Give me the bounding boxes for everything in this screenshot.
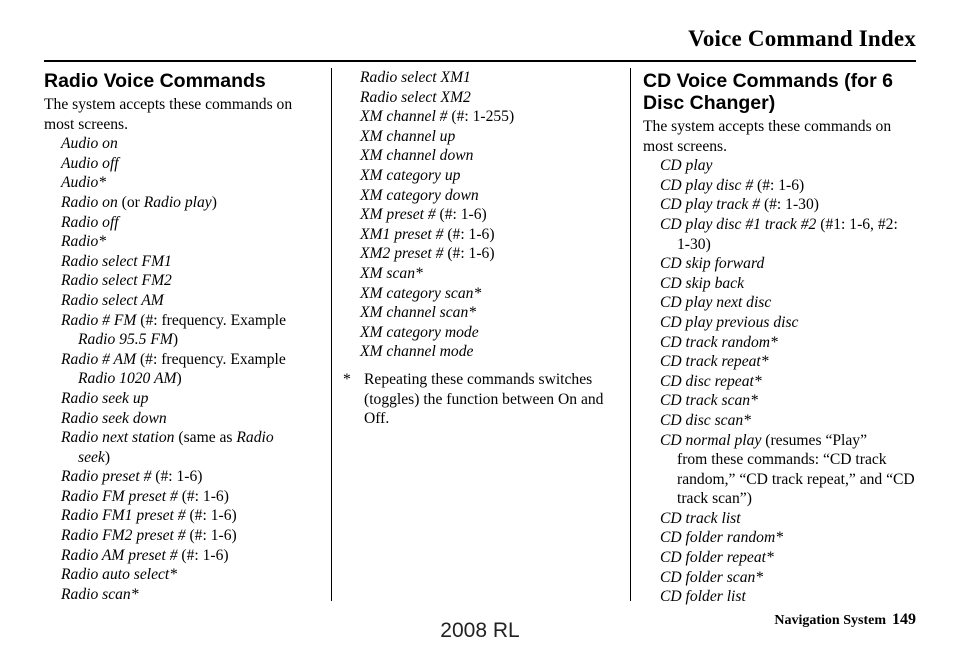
list-item	[61, 173, 320, 193]
command-text: CD normal play	[660, 431, 762, 449]
command-text: Radio 1020 AM	[78, 370, 177, 388]
command-text: XM channel mode	[360, 343, 474, 361]
command-text: Radio seek down	[61, 409, 167, 427]
list-item	[660, 313, 919, 333]
command-text: CD disc scan*	[660, 411, 751, 429]
page-title: Voice Command Index	[688, 26, 916, 51]
command-text: XM category mode	[360, 323, 479, 341]
list-item	[61, 291, 320, 311]
command-text: XM channel #	[360, 108, 448, 126]
command-text: XM2 preset #	[360, 245, 444, 263]
command-note: )	[176, 370, 182, 388]
list-item	[660, 254, 919, 274]
list-item	[61, 565, 320, 585]
list-item	[61, 193, 320, 213]
list-item	[660, 333, 919, 353]
command-text: Radio play	[143, 193, 212, 211]
list-item	[61, 585, 320, 605]
command-text: Radio*	[61, 233, 107, 251]
command-text: CD disc repeat*	[660, 372, 762, 390]
command-note: )	[104, 448, 111, 466]
command-continuation	[660, 450, 919, 509]
list-item	[660, 391, 919, 411]
command-text: CD skip forward	[660, 255, 765, 273]
command-text: Radio off	[61, 213, 119, 231]
command-note: (#: 1-6)	[177, 487, 229, 505]
command-continuation	[61, 369, 320, 389]
command-text: CD play	[660, 157, 713, 175]
command-text: Radio scan*	[61, 585, 139, 603]
command-note: (#: 1-30)	[760, 196, 819, 214]
command-text: Radio AM preset #	[61, 546, 178, 564]
command-note: )	[211, 193, 217, 211]
command-note: (#: 1-6)	[753, 176, 805, 194]
cd-intro: The system accepts these commands on most screens.	[643, 118, 892, 155]
command-text: CD track repeat*	[660, 353, 769, 371]
command-text: Radio 95.5 FM	[78, 331, 173, 349]
command-text: CD play disc #1 track #2	[660, 215, 817, 233]
list-item	[61, 154, 320, 174]
list-item	[360, 88, 621, 108]
list-item	[360, 342, 621, 362]
list-item	[61, 467, 320, 487]
command-text: CD play next disc	[660, 294, 772, 312]
xm-column	[343, 68, 621, 429]
list-item	[360, 107, 621, 127]
command-continuation	[660, 235, 919, 255]
list-item	[660, 195, 919, 215]
list-item	[61, 526, 320, 546]
command-text: XM channel down	[360, 147, 474, 165]
column-divider	[630, 68, 631, 601]
command-note: (resumes “Play”	[761, 431, 868, 449]
radio-section-title: Radio Voice Commands	[44, 70, 266, 92]
footnote	[343, 370, 621, 429]
command-text: CD track scan*	[660, 392, 758, 410]
list-item	[61, 134, 320, 154]
command-text: CD play disc #	[660, 176, 754, 194]
list-item	[360, 244, 621, 264]
list-item	[660, 156, 919, 176]
command-note: from these commands: “CD track random,” “CD track repeat,” and “CD track scan”)	[677, 451, 915, 508]
command-text: Radio # AM	[61, 350, 137, 368]
command-text: XM category up	[360, 166, 461, 184]
command-text: CD folder repeat*	[660, 549, 774, 567]
command-text: XM category down	[360, 186, 479, 204]
list-item	[660, 528, 919, 548]
command-text: Radio FM2 preset #	[61, 527, 186, 545]
footer-label: Navigation System	[774, 613, 886, 628]
command-text: CD folder random*	[660, 529, 784, 547]
command-note: (#: 1-6)	[177, 546, 229, 564]
command-text: CD track random*	[660, 333, 778, 351]
list-item	[360, 166, 621, 186]
command-text: XM channel up	[360, 127, 456, 145]
command-text: Radio preset #	[61, 468, 152, 486]
command-note: (#: 1-6)	[443, 225, 495, 243]
header-rule	[44, 60, 916, 62]
command-text: XM preset #	[360, 206, 436, 224]
radio-column	[44, 68, 320, 604]
xm-command-list	[343, 68, 621, 362]
list-item	[61, 271, 320, 291]
list-item	[360, 146, 621, 166]
list-item	[61, 428, 320, 467]
list-item	[61, 389, 320, 409]
command-note: (#: 1-6)	[185, 527, 237, 545]
command-note: (#: frequency. Example	[136, 350, 286, 368]
list-item	[61, 409, 320, 429]
command-text: CD skip back	[660, 274, 745, 292]
command-text: CD folder list	[660, 588, 746, 606]
command-text: XM channel scan*	[360, 304, 477, 322]
command-text: Radio select FM1	[61, 252, 172, 270]
command-note: (#: 1-255)	[447, 108, 515, 126]
command-text: CD folder scan*	[660, 568, 764, 586]
cd-column	[643, 68, 919, 607]
list-item	[660, 274, 919, 294]
watermark: 2008 RL	[440, 619, 520, 642]
command-text: Audio on	[61, 135, 118, 153]
command-text: XM scan*	[360, 264, 423, 282]
list-item	[660, 587, 919, 607]
list-item	[660, 431, 919, 509]
list-item	[360, 323, 621, 343]
list-item	[360, 284, 621, 304]
command-text: XM1 preset #	[360, 225, 444, 243]
list-item	[660, 548, 919, 568]
list-item	[61, 506, 320, 526]
list-item	[660, 352, 919, 372]
list-item	[61, 232, 320, 252]
list-item	[660, 215, 919, 254]
command-note: 1-30)	[677, 235, 711, 253]
command-text: Radio on	[61, 193, 118, 211]
cd-section-title: CD Voice Commands (for 6 Disc Changer)	[643, 70, 893, 114]
list-item	[61, 252, 320, 272]
list-item	[360, 303, 621, 323]
command-text: Radio select AM	[61, 291, 164, 309]
list-item	[660, 411, 919, 431]
command-continuation	[61, 448, 320, 468]
list-item	[61, 311, 320, 350]
command-text: Radio seek up	[61, 389, 149, 407]
command-text: Radio # FM	[61, 311, 137, 329]
command-note: (#: 1-6)	[151, 468, 203, 486]
footnote-star: *	[343, 370, 351, 388]
list-item	[660, 293, 919, 313]
list-item	[660, 568, 919, 588]
command-note: )	[172, 331, 179, 349]
command-note: (or	[117, 193, 144, 211]
command-text: CD track list	[660, 509, 741, 527]
command-note: (same as	[174, 429, 237, 447]
command-note: (#: 1-6)	[185, 507, 237, 525]
list-item	[61, 213, 320, 233]
command-text: CD play track #	[660, 196, 761, 214]
command-text: Radio select XM1	[360, 69, 471, 86]
command-text: XM category scan*	[360, 284, 482, 302]
list-item	[660, 372, 919, 392]
column-divider	[331, 68, 332, 601]
command-note: (#: frequency. Example	[136, 311, 287, 329]
command-text: seek	[78, 448, 105, 466]
command-note: (#1: 1-6, #2:	[816, 215, 898, 233]
command-text: Radio next station	[61, 429, 175, 447]
list-item	[360, 68, 621, 88]
command-text: CD play previous disc	[660, 313, 799, 331]
list-item	[360, 205, 621, 225]
list-item	[360, 186, 621, 206]
command-text: Radio select XM2	[360, 88, 471, 106]
command-note: (#: 1-6)	[435, 206, 487, 224]
command-text: Audio*	[61, 174, 107, 192]
radio-intro: The system accepts these commands on most screens.	[44, 96, 293, 133]
page-number: 149	[892, 611, 916, 628]
command-text: Radio FM1 preset #	[61, 507, 186, 525]
list-item	[61, 350, 320, 389]
command-continuation	[61, 330, 320, 350]
command-text: Audio off	[61, 154, 119, 172]
list-item	[61, 546, 320, 566]
command-text: Radio FM preset #	[61, 487, 178, 505]
command-text: Radio auto select*	[61, 566, 178, 584]
list-item	[360, 127, 621, 147]
list-item	[360, 264, 621, 284]
command-text: Radio select FM2	[61, 272, 172, 290]
cd-command-list	[643, 156, 919, 607]
list-item	[660, 509, 919, 529]
list-item	[660, 176, 919, 196]
radio-command-list	[44, 134, 320, 604]
command-text: Radio	[236, 429, 274, 447]
list-item	[360, 225, 621, 245]
footnote-text: Repeating these commands switches (toggles) the function between On and Off.	[364, 370, 604, 428]
list-item	[61, 487, 320, 507]
command-note: (#: 1-6)	[443, 245, 495, 263]
